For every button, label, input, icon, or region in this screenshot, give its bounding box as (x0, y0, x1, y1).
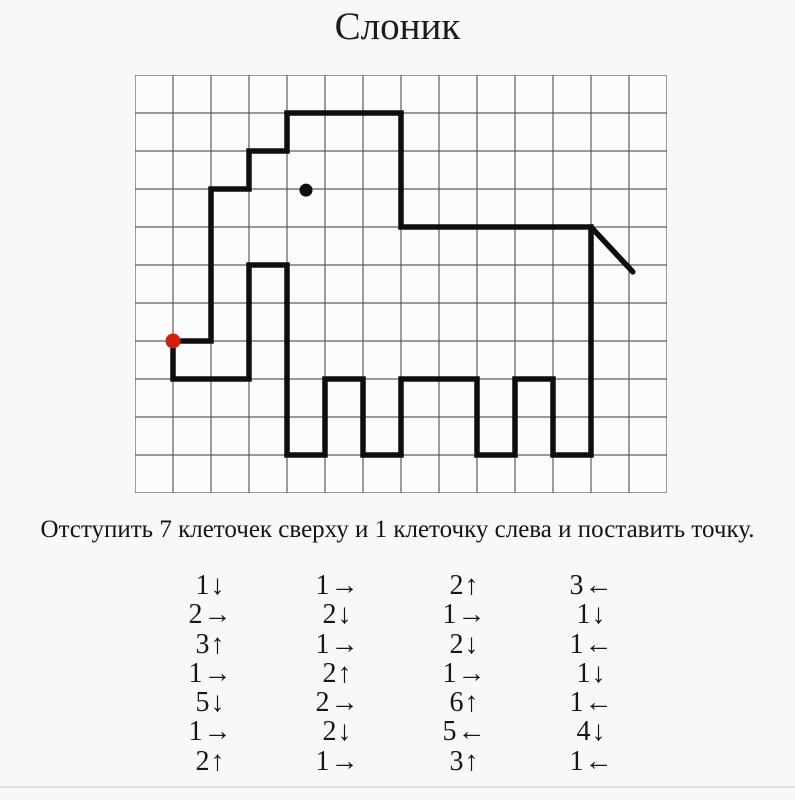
step-item: 1→ (442, 657, 487, 689)
step-column-2 (275, 571, 400, 776)
step-item: 2↓ (322, 716, 353, 748)
step-column-1 (148, 571, 273, 776)
step-item: 1↓ (576, 657, 607, 689)
step-item: 2↑ (449, 570, 480, 601)
step-item: 1→ (188, 657, 233, 689)
step-item: 6↑ (449, 687, 480, 719)
step-item: 1→ (442, 599, 487, 631)
bottom-divider (0, 786, 795, 788)
start-dot (166, 334, 181, 349)
step-item: 3← (569, 570, 614, 601)
step-item: 2→ (188, 599, 233, 631)
step-item: 1← (569, 628, 614, 660)
step-item: 1↓ (195, 570, 226, 601)
dictation-grid (135, 75, 667, 493)
step-item: 1→ (315, 570, 360, 601)
step-item: 5← (442, 716, 487, 748)
step-item: 1→ (188, 716, 233, 748)
step-item: 2↑ (322, 657, 353, 689)
step-item: 1→ (315, 745, 360, 777)
steps-table (148, 571, 654, 776)
step-column-3 (402, 571, 527, 776)
step-item: 1← (569, 687, 614, 719)
step-item: 2↓ (322, 599, 353, 631)
step-item: 1↓ (576, 599, 607, 631)
step-item: 1← (569, 745, 614, 777)
step-item: 2↑ (195, 745, 226, 777)
step-item: 3↑ (195, 628, 226, 660)
step-item: 2↓ (449, 628, 480, 660)
instruction-text: Отступить 7 клеточек сверху и 1 клеточку слева и поставить точку. (40, 516, 755, 543)
step-column-4 (529, 571, 654, 776)
page-title: Слоник (334, 5, 461, 48)
eye-dot (300, 184, 313, 197)
grid-figure (135, 75, 667, 493)
step-item: 3↑ (449, 745, 480, 777)
step-item: 2→ (315, 687, 360, 719)
step-item: 4↓ (576, 716, 607, 748)
step-item: 1→ (315, 628, 360, 660)
step-item: 5↓ (195, 687, 226, 719)
